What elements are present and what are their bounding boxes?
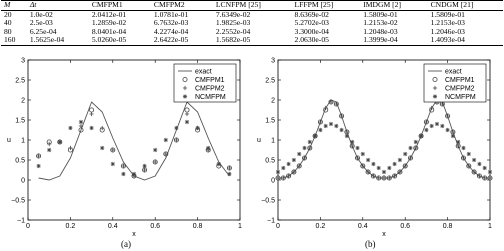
data-point <box>435 122 439 126</box>
table-cell: 1.5625e-04 <box>29 35 65 45</box>
data-point <box>382 170 386 174</box>
data-point <box>371 162 375 166</box>
data-point <box>324 124 328 128</box>
data-point <box>308 140 312 144</box>
table-cell: 8.0401e-04 <box>91 26 127 36</box>
table-cell: 1.0e-02 <box>29 9 53 19</box>
x-tick-label: 0 <box>26 223 30 230</box>
data-point <box>68 146 72 150</box>
table-cell: 1.2048e-03 <box>363 26 398 36</box>
data-point <box>366 158 370 162</box>
table-cell: 1.5809e-01 <box>363 9 398 19</box>
data-point <box>164 138 168 142</box>
table-cell: 2.2552e-04 <box>215 26 251 36</box>
data-point <box>185 120 189 124</box>
data-point <box>461 146 465 150</box>
error-table <box>1 0 503 46</box>
data-point <box>185 108 189 112</box>
data-point <box>58 140 62 144</box>
data-point <box>196 126 200 130</box>
data-point <box>206 146 210 150</box>
x-tick-label: 0 <box>276 223 280 230</box>
table-row <box>1 28 503 37</box>
caption-b: (b) <box>365 239 376 249</box>
x-tick-label: 0.2 <box>65 223 76 230</box>
table-row <box>1 19 503 28</box>
table-cell: 1.3999e-04 <box>363 35 398 45</box>
data-point <box>467 152 471 156</box>
legend-label: CMFPM2 <box>195 85 225 93</box>
data-point <box>37 164 41 168</box>
data-point <box>377 166 381 170</box>
data-point <box>446 128 450 132</box>
data-point <box>90 112 94 116</box>
data-point <box>100 126 104 130</box>
y-tick-label: 0.5 <box>15 157 25 165</box>
table-cell: 2.0412e-01 <box>91 9 127 19</box>
data-point <box>419 134 423 138</box>
y-tick-label: 2.5 <box>15 77 25 85</box>
y-tick-label: 3 <box>21 57 25 65</box>
y-tick-label: 0.5 <box>265 157 275 165</box>
y-tick-label: 1.5 <box>15 117 25 125</box>
table-cell: 40 <box>4 18 12 28</box>
legend <box>424 64 486 102</box>
data-point <box>398 158 402 162</box>
data-point <box>143 164 147 168</box>
table-cell: 1.2153e-02 <box>363 18 398 28</box>
legend-label: CMFPM2 <box>445 85 475 93</box>
table-row <box>1 36 503 45</box>
y-axis-label: u <box>7 137 11 144</box>
series-cmfpm1 <box>276 100 492 180</box>
series-cmfpm1 <box>37 108 232 178</box>
data-point <box>79 124 83 128</box>
data-point <box>174 126 178 130</box>
y-tick-label: 2.5 <box>265 77 275 85</box>
data-point <box>414 140 418 144</box>
legend-label: NCMFPM <box>195 93 226 101</box>
data-point <box>287 162 291 166</box>
table-cell: 8.6369e-02 <box>294 9 329 19</box>
x-tick-label: 0.4 <box>357 223 368 230</box>
table-header-row <box>1 1 503 11</box>
data-point <box>430 124 434 128</box>
table-cell: 5.0260e-05 <box>91 35 127 45</box>
y-axis-label: u <box>257 137 261 144</box>
y-tick-label: 0 <box>271 177 275 185</box>
data-point <box>227 172 231 176</box>
y-tick-label: −0.5 <box>261 197 275 205</box>
data-point <box>47 142 51 146</box>
table-cell: 1.5809e-01 <box>430 9 465 19</box>
y-tick-label: −0.5 <box>11 197 25 205</box>
table-cell: 6.25e-04 <box>29 26 57 36</box>
data-point <box>483 166 487 170</box>
legend-label: CMFPM1 <box>445 76 475 84</box>
x-tick-label: 0.8 <box>192 223 203 230</box>
data-point <box>90 108 94 112</box>
data-point <box>111 162 115 166</box>
series-cmfpm2 <box>276 100 492 180</box>
y-tick-label: 1 <box>271 137 275 145</box>
y-tick-label: 2 <box>271 97 275 105</box>
table-row <box>1 10 503 19</box>
data-point <box>456 140 460 144</box>
x-tick-label: 0.8 <box>442 223 453 230</box>
data-point <box>121 172 125 176</box>
x-axis-label: x <box>132 231 136 238</box>
table-cell: 20 <box>4 9 12 19</box>
table-cell: 2.6422e-05 <box>153 35 189 45</box>
table-cell: 1.9825e-03 <box>215 18 251 28</box>
series-line <box>39 102 230 180</box>
table-cell: 80 <box>4 26 12 36</box>
legend-label: NCMFPM <box>445 93 476 101</box>
legend-label: CMFPM1 <box>195 76 225 84</box>
data-point <box>302 146 306 150</box>
table-cell: 160 <box>4 35 16 45</box>
x-tick-label: 0.6 <box>400 223 411 230</box>
table-cell: 1.2046e-03 <box>430 26 465 36</box>
data-point <box>403 152 407 156</box>
series-line <box>278 100 490 178</box>
table-cell: 1.4093e-04 <box>430 35 465 45</box>
y-tick-label: 2 <box>21 97 25 105</box>
table-cell: 1.0781e-01 <box>153 9 189 19</box>
table-header-cell: Δt <box>29 0 37 9</box>
table-header-cell: CMFPM2 <box>153 0 185 9</box>
table-body <box>1 10 503 45</box>
data-point <box>345 134 349 138</box>
table-cell: 6.7632e-03 <box>153 18 189 28</box>
data-point <box>68 126 72 130</box>
chart-b <box>254 56 502 236</box>
table-header-cell: CMFPM1 <box>91 0 123 9</box>
series-cmfpm2 <box>37 112 232 178</box>
legend-label: exact <box>445 68 462 76</box>
data-point <box>334 124 338 128</box>
y-tick-label: −1 <box>267 217 275 225</box>
x-tick-label: 1 <box>238 223 242 230</box>
data-point <box>361 152 365 156</box>
data-point <box>47 148 51 152</box>
data-point <box>153 148 157 152</box>
data-point <box>318 128 322 132</box>
y-tick-label: 1 <box>21 137 25 145</box>
data-point <box>281 166 285 170</box>
table-header-cell: M <box>4 0 11 9</box>
x-axis-label: x <box>382 231 386 238</box>
table-cell: 3.3000e-04 <box>294 26 329 36</box>
data-point <box>297 152 301 156</box>
data-point <box>408 146 412 150</box>
caption-a: (a) <box>121 239 131 249</box>
series-ncmfpm <box>37 120 232 176</box>
table-header-cell: LFFPM [25] <box>294 0 334 9</box>
data-point <box>440 124 444 128</box>
data-point <box>292 158 296 162</box>
data-point <box>329 122 333 126</box>
x-tick-label: 0.4 <box>107 223 118 230</box>
table-header-cell: LCNFPM [25] <box>215 0 261 9</box>
table-cell: 1.2859e-02 <box>91 18 127 28</box>
table-cell: 2.5e-03 <box>29 18 53 28</box>
data-point <box>355 146 359 150</box>
data-point <box>217 162 221 166</box>
data-point <box>132 172 136 176</box>
y-tick-label: −1 <box>17 217 25 225</box>
y-tick-label: 0 <box>21 177 25 185</box>
data-point <box>90 126 94 130</box>
legend-swatch <box>433 94 437 98</box>
data-point <box>100 146 104 150</box>
table-cell: 5.2702e-03 <box>294 18 329 28</box>
table-header-cell: IMDGM [2] <box>363 0 402 9</box>
series-exact <box>278 100 490 178</box>
y-tick-label: 1.5 <box>265 117 275 125</box>
data-point <box>488 170 492 174</box>
legend-swatch <box>183 94 187 98</box>
series-exact <box>39 102 230 180</box>
data-point <box>393 162 397 166</box>
data-point <box>387 166 391 170</box>
table-cell: 7.6349e-02 <box>215 9 251 19</box>
table-cell: 1.2153e-03 <box>430 18 465 28</box>
legend <box>174 64 236 102</box>
data-point <box>477 162 481 166</box>
data-point <box>472 158 476 162</box>
x-tick-label: 1 <box>488 223 492 230</box>
table-cell: 1.5682e-05 <box>215 35 251 45</box>
table-cell: 4.2274e-04 <box>153 26 189 36</box>
data-point <box>424 128 428 132</box>
data-point <box>276 170 280 174</box>
x-tick-label: 0.2 <box>315 223 326 230</box>
table-cell: 2.0630e-05 <box>294 35 329 45</box>
data-point <box>451 134 455 138</box>
table-header-cell: CNDGM [21] <box>430 0 474 9</box>
x-tick-label: 0.6 <box>150 223 161 230</box>
legend-label: exact <box>195 68 212 76</box>
data-point <box>350 140 354 144</box>
data-point <box>313 134 317 138</box>
y-tick-label: 3 <box>271 57 275 65</box>
data-point <box>185 112 189 116</box>
data-point <box>340 128 344 132</box>
chart-a <box>4 56 252 236</box>
data-point <box>79 120 83 124</box>
